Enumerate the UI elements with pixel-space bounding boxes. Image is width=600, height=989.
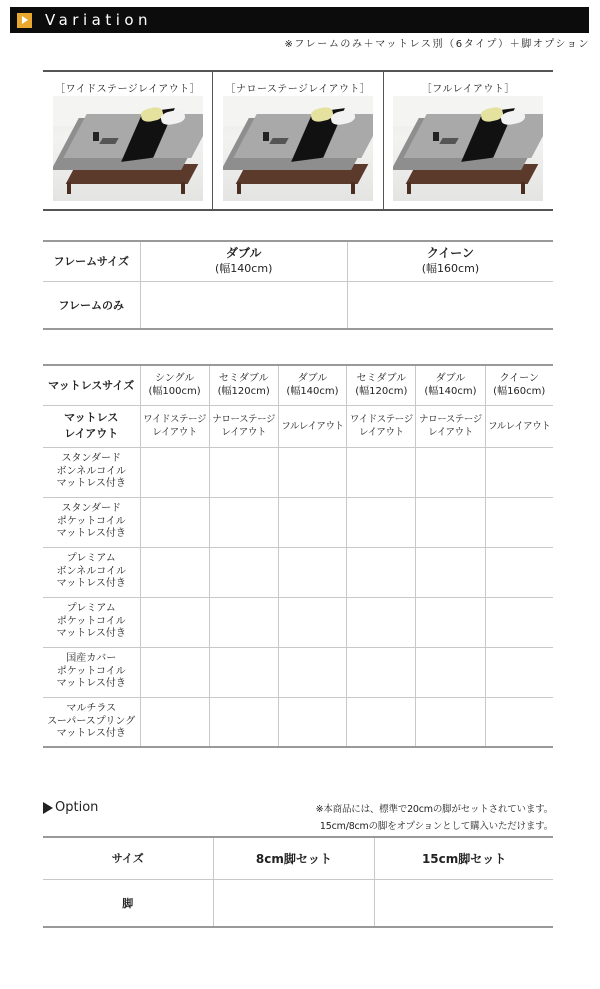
layout-label: ［ナローステージレイアウト］ — [225, 84, 371, 95]
option-table — [43, 836, 553, 928]
option-note: ※本商品には、標準で20cmの脚がセットされています。 15cm/8cmの脚をオプションとして購入いただけます。 — [315, 804, 553, 832]
option-size-label: サイズ — [43, 837, 213, 879]
section-subtitle: ※フレームのみ＋マットレス別（6タイプ）＋脚オプション — [284, 39, 590, 50]
frame-size-queen: クイーン (幅160cm) — [347, 241, 553, 281]
option-8cm-header: 8cm脚セット — [213, 837, 375, 879]
mattress-layout-header: ワイドステージ レイアウト — [347, 405, 416, 447]
table-row — [43, 447, 553, 497]
mattress-type-label: 国産カバー ポケットコイル マットレス付き — [43, 647, 140, 697]
mattress-type-label: プレミアム ポケットコイル マットレス付き — [43, 597, 140, 647]
layout-variations — [43, 70, 553, 211]
triangle-right-icon — [43, 802, 53, 814]
bed-photo-wide-stage — [53, 96, 203, 201]
mattress-type-label: スタンダード ポケットコイル マットレス付き — [43, 497, 140, 547]
mattress-size-table — [43, 364, 553, 748]
mattress-layout-label: マットレス レイアウト — [43, 405, 140, 447]
mattress-type-label: マルチラス スーパースプリング マットレス付き — [43, 697, 140, 747]
table-cell — [375, 879, 553, 927]
mattress-size-header: セミダブル (幅120cm) — [209, 365, 278, 405]
table-cell — [140, 281, 347, 329]
mattress-size-header: クイーン (幅160cm) — [485, 365, 553, 405]
layout-label: ［ワイドステージレイアウト］ — [55, 84, 201, 95]
bed-photo-narrow-stage — [223, 96, 373, 201]
layout-full — [383, 72, 553, 209]
mattress-layout-header: フルレイアウト — [485, 405, 553, 447]
mattress-layout-header: ナローステージ レイアウト — [416, 405, 485, 447]
option-15cm-header: 15cm脚セット — [375, 837, 553, 879]
table-row — [43, 697, 553, 747]
mattress-size-header: シングル (幅100cm) — [140, 365, 209, 405]
table-row — [43, 281, 553, 329]
section-header — [10, 7, 589, 33]
mattress-layout-header: ワイドステージ レイアウト — [140, 405, 209, 447]
play-arrow-icon — [17, 13, 32, 28]
table-row — [43, 405, 553, 447]
layout-narrow-stage — [212, 72, 382, 209]
mattress-size-header: セミダブル (幅120cm) — [347, 365, 416, 405]
table-row — [43, 647, 553, 697]
table-row — [43, 597, 553, 647]
option-title: Option — [55, 800, 99, 815]
mattress-size-header: ダブル (幅140cm) — [416, 365, 485, 405]
table-row — [43, 241, 553, 281]
table-row — [43, 365, 553, 405]
mattress-layout-header: フルレイアウト — [278, 405, 347, 447]
option-leg-label: 脚 — [43, 879, 213, 927]
frame-only-label: フレームのみ — [43, 281, 140, 329]
table-row — [43, 547, 553, 597]
layout-label: ［フルレイアウト］ — [421, 84, 515, 95]
mattress-type-label: スタンダード ボンネルコイル マットレス付き — [43, 447, 140, 497]
mattress-type-label: プレミアム ボンネルコイル マットレス付き — [43, 547, 140, 597]
frame-size-table — [43, 240, 553, 330]
table-row — [43, 837, 553, 879]
table-row — [43, 879, 553, 927]
frame-size-double: ダブル (幅140cm) — [140, 241, 347, 281]
table-cell — [347, 281, 553, 329]
table-cell — [213, 879, 375, 927]
mattress-size-header: ダブル (幅140cm) — [278, 365, 347, 405]
section-title: Variation — [45, 11, 153, 29]
mattress-size-label: マットレスサイズ — [43, 365, 140, 405]
frame-size-label: フレームサイズ — [43, 241, 140, 281]
mattress-layout-header: ナローステージ レイアウト — [209, 405, 278, 447]
table-row — [43, 497, 553, 547]
option-heading — [43, 800, 98, 815]
bed-photo-full — [393, 96, 543, 201]
layout-wide-stage — [43, 72, 212, 209]
